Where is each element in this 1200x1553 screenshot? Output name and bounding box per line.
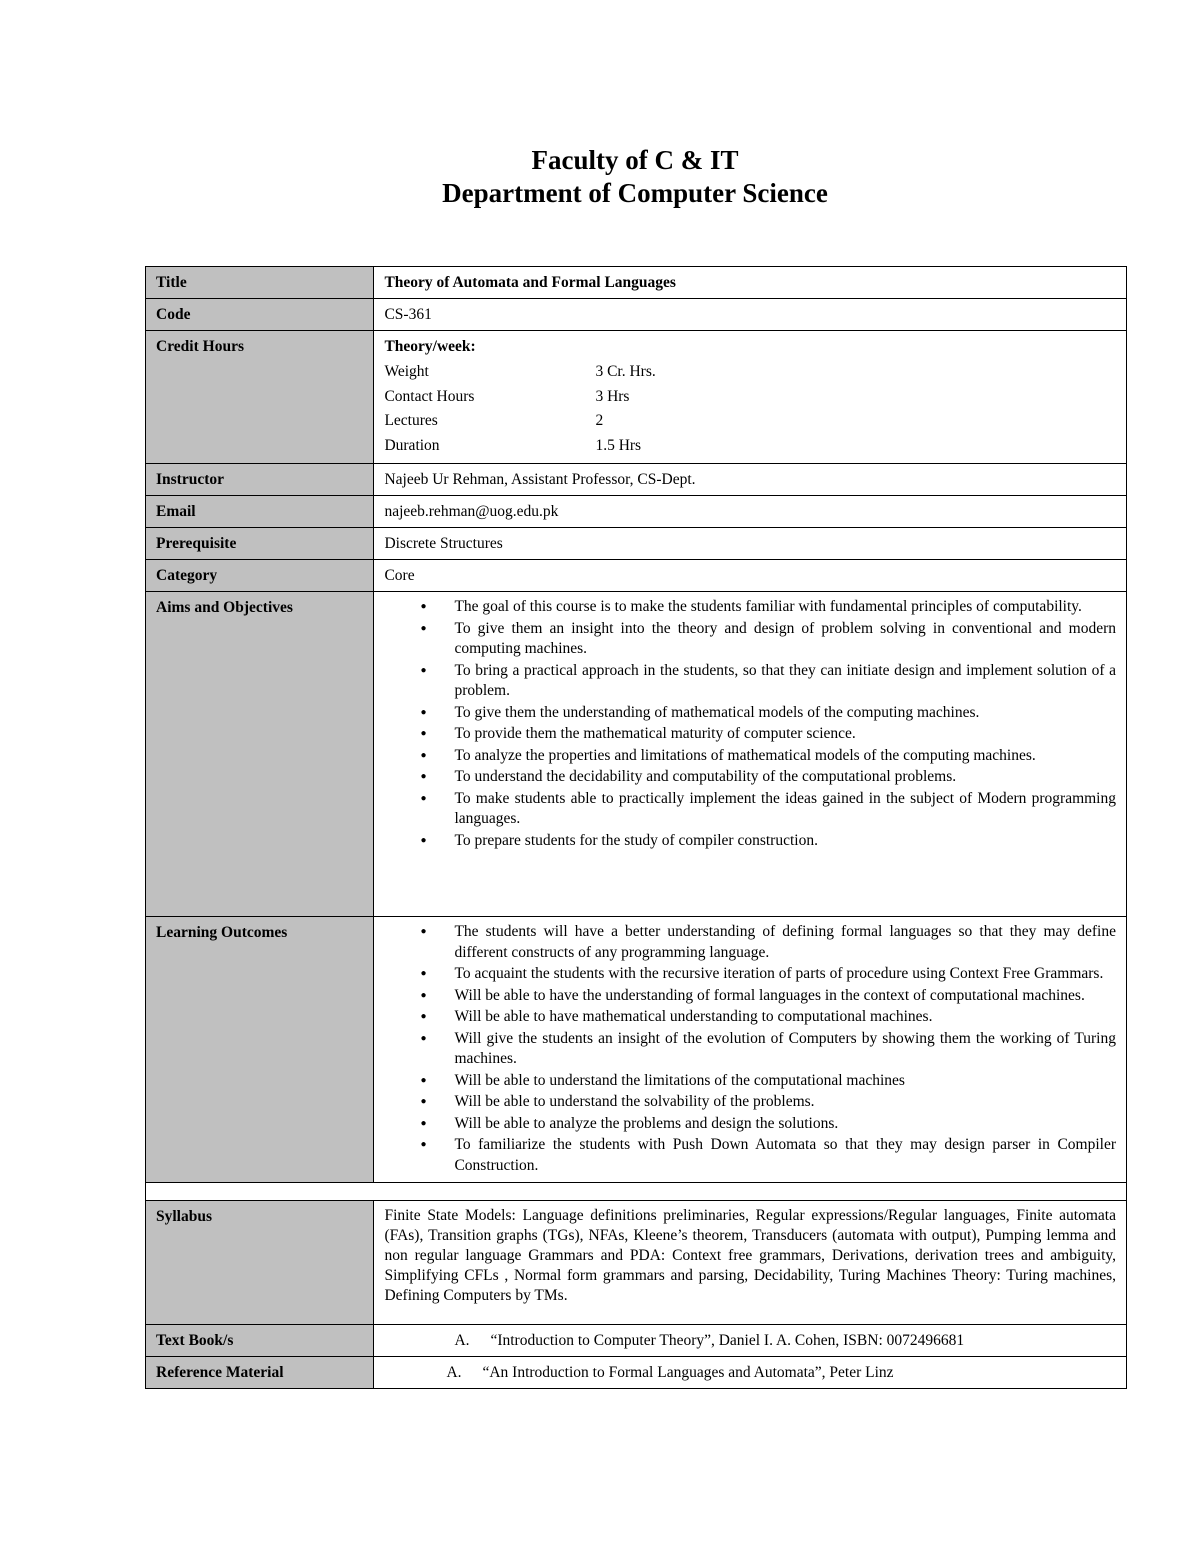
credit-value: 1.5 Hrs xyxy=(595,436,642,454)
reference-entry xyxy=(384,1362,1116,1383)
value-instructor: Najeeb Ur Rehman, Assistant Professor, CS-Dept. xyxy=(374,464,1127,496)
row-code xyxy=(146,299,1127,331)
list-item: ● To give them the understanding of mathematical models of the computing machines. xyxy=(384,703,1116,724)
spacer-cell xyxy=(146,1183,1127,1201)
list-item: ● Will be able to analyze the problems and design the solutions. xyxy=(384,1114,1116,1135)
credit-key: Contact Hours xyxy=(384,387,475,405)
row-textbook xyxy=(146,1325,1127,1357)
value-category: Core xyxy=(374,560,1127,592)
list-item: ● Will be able to understand the solvability of the problems. xyxy=(384,1092,1116,1113)
textbook-text: “Introduction to Computer Theory”, Daniel I. A. Cohen, ISBN: 0072496681 xyxy=(490,1332,965,1349)
credit-hours-subheading: Theory/week: xyxy=(384,338,476,355)
label-instructor: Instructor xyxy=(146,464,374,496)
label-syllabus: Syllabus xyxy=(146,1201,374,1325)
faculty-heading: Faculty of C & IT xyxy=(531,145,739,175)
credit-value: 2 xyxy=(595,412,604,429)
credit-key: Lectures xyxy=(384,412,438,429)
list-item: ● To make students able to practically implement the ideas gained in the subject of Modern programming languages. xyxy=(384,789,1116,830)
row-credit-hours xyxy=(146,331,1127,464)
row-reference xyxy=(146,1357,1127,1389)
credit-row xyxy=(384,434,1116,459)
label-outcomes: Learning Outcomes xyxy=(146,917,374,1183)
label-category: Category xyxy=(146,560,374,592)
list-item: ● Will be able to have the understanding of formal languages in the context of computational machines. xyxy=(384,986,1116,1007)
list-item: ● Will be able to have mathematical understanding to computational machines. xyxy=(384,1007,1116,1028)
list-item: ● To familiarize the students with Push Down Automata so that they may design parser in Compiler Construction. xyxy=(384,1135,1116,1176)
row-outcomes xyxy=(146,917,1127,1183)
row-instructor xyxy=(146,464,1127,496)
aims-list xyxy=(384,597,1116,851)
row-syllabus xyxy=(146,1201,1127,1325)
label-prerequisite: Prerequisite xyxy=(146,528,374,560)
credit-row xyxy=(384,409,1116,434)
label-textbook: Text Book/s xyxy=(146,1325,374,1357)
value-email: najeeb.rehman@uog.edu.pk xyxy=(374,496,1127,528)
list-item: ● To understand the decidability and computability of the computational problems. xyxy=(384,767,1116,788)
label-credit-hours: Credit Hours xyxy=(146,331,374,464)
list-item: ● To bring a practical approach in the students, so that they can initiate design and implement solution of a problem. xyxy=(384,661,1116,702)
list-item: ● The students will have a better understanding of defining formal languages so that they may define different constructs of any programming language. xyxy=(384,922,1116,963)
value-textbook xyxy=(374,1325,1127,1357)
value-credit-hours xyxy=(374,331,1127,464)
list-item: ● To provide them the mathematical maturity of computer science. xyxy=(384,724,1116,745)
label-aims: Aims and Objectives xyxy=(146,592,374,917)
label-code: Code xyxy=(146,299,374,331)
textbook-index: A. xyxy=(454,1332,470,1349)
list-item: ● Will be able to understand the limitations of the computational machines xyxy=(384,1071,1116,1092)
value-syllabus: Finite State Models: Language definitions preliminaries, Regular expressions/Regular languages, Finite automata (FAs), Transition graphs (TGs), NFAs, Kleene’s theorem, Transducers (automata with output), Pumping lemma and non regular language Grammars and PDA: Context free grammars, Derivations, derivation trees and ambiguity, Simplifying CFLs , Normal form grammars and parsing, Decidability, Turing Machines Theory: Turing machines, Defining Computers by TMs. xyxy=(374,1201,1127,1325)
row-email xyxy=(146,496,1127,528)
credit-value: 3 Cr. Hrs. xyxy=(595,363,656,380)
label-email: Email xyxy=(146,496,374,528)
list-item: ● Will give the students an insight of the evolution of Computers by showing them the working of Turing machines. xyxy=(384,1029,1116,1070)
list-item: ● To prepare students for the study of compiler construction. xyxy=(384,831,1116,852)
credit-row xyxy=(384,385,1116,410)
value-code: CS-361 xyxy=(374,299,1127,331)
value-outcomes xyxy=(374,917,1127,1183)
value-reference xyxy=(374,1357,1127,1389)
value-title: Theory of Automata and Formal Languages xyxy=(374,267,1127,299)
course-outline-table xyxy=(145,266,1127,1389)
list-item: ● To analyze the properties and limitations of mathematical models of the computing machines. xyxy=(384,746,1116,767)
label-title: Title xyxy=(146,267,374,299)
credit-row xyxy=(384,360,1116,385)
list-item: ● To give them an insight into the theory and design of problem solving in conventional and modern computing machines. xyxy=(384,619,1116,660)
reference-text: “An Introduction to Formal Languages and Automata”, Peter Linz xyxy=(482,1364,894,1381)
credit-key: Duration xyxy=(384,436,440,454)
list-item: ● The goal of this course is to make the students familiar with fundamental principles of computability. xyxy=(384,597,1116,618)
textbook-entry xyxy=(384,1330,1116,1351)
row-prerequisite xyxy=(146,528,1127,560)
credit-value: 3 Hrs xyxy=(595,387,630,405)
row-spacer xyxy=(146,1183,1127,1201)
outcomes-list xyxy=(384,922,1116,1176)
reference-index: A. xyxy=(446,1364,462,1381)
row-title xyxy=(146,267,1127,299)
row-category xyxy=(146,560,1127,592)
credit-key: Weight xyxy=(384,363,429,380)
list-item: ● To acquaint the students with the recursive iteration of parts of procedure using Context Free Grammars. xyxy=(384,964,1116,985)
row-aims xyxy=(146,592,1127,917)
value-aims xyxy=(374,592,1127,917)
value-prerequisite: Discrete Structures xyxy=(374,528,1127,560)
department-heading: Department of Computer Science xyxy=(442,178,828,208)
label-reference: Reference Material xyxy=(146,1357,374,1389)
